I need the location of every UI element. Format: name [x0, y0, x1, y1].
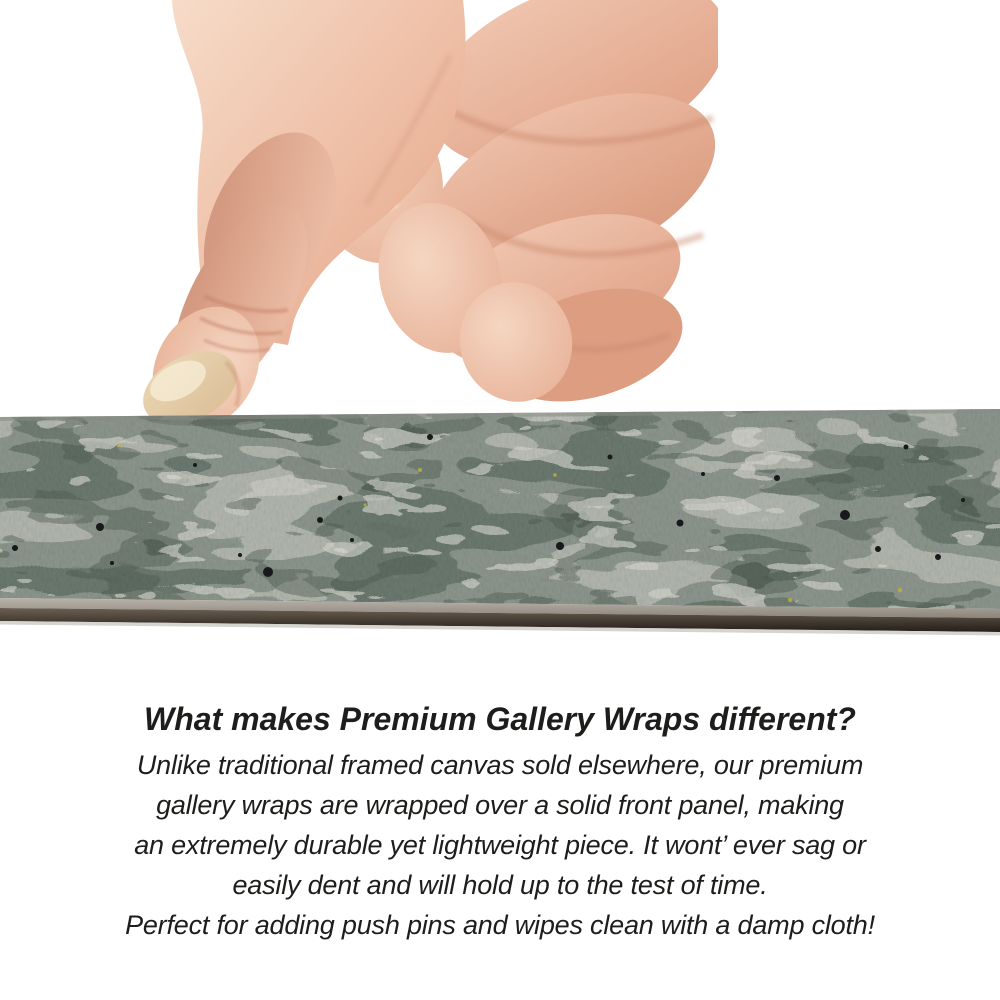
canvas-edge-strip	[0, 405, 1000, 645]
canvas-texture	[0, 405, 1000, 645]
copy-line-1: Unlike traditional framed canvas sold elsewhere, our premium	[136, 750, 864, 780]
copy-line-5: Perfect for adding push pins and wipes clean with a damp cloth!	[125, 910, 875, 940]
copy-line-4: easily dent and will hold up to the test of time.	[232, 870, 768, 900]
copy-heading: What makes Premium Gallery Wraps different?	[144, 701, 856, 737]
thumb	[131, 111, 363, 425]
hand-photo	[118, 0, 718, 425]
marketing-copy	[0, 697, 1000, 945]
hand-pressing-illustration	[118, 0, 718, 425]
copy-line-3: an extremely durable yet lightweight piece. It wont’ ever sag or	[134, 830, 866, 860]
canvas-face-texture	[0, 405, 1000, 615]
copy-line-2: gallery wraps are wrapped over a solid front panel, making	[156, 790, 844, 820]
